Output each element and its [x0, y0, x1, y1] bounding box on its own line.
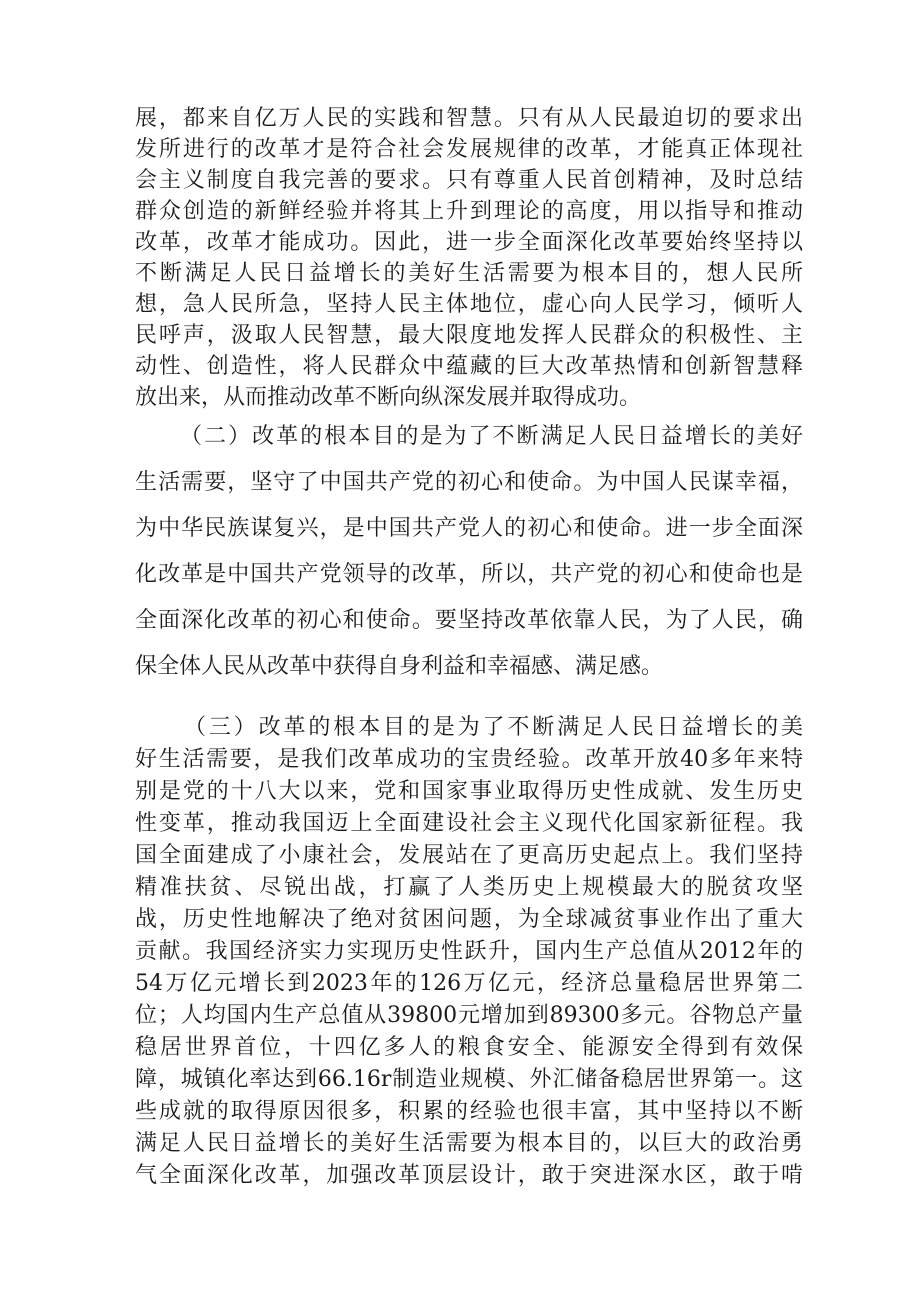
- text-line: 性变革，推动我国迈上全面建设社会主义现代化国家新征程。我: [135, 811, 803, 836]
- text-line: 位；人均国内生产总值从39800元增加到89300多元。谷物总产量: [135, 1003, 803, 1028]
- text-line: 好生活需要，是我们改革成功的宝贵经验。改革开放40多年来特: [135, 747, 803, 772]
- text-line: 不断满足人民日益增长的美好生活需要为根本目的，想人民所: [135, 261, 803, 286]
- text-line: 全面深化改革的初心和使命。要坚持改革依靠人民，为了人民，确: [135, 608, 803, 633]
- text-line: 满足人民日益增长的美好生活需要为根本目的，以巨大的政治勇: [135, 1131, 803, 1156]
- text-line: 为中华民族谋复兴，是中国共产党人的初心和使命。进一步全面深: [135, 516, 803, 541]
- text-line: 贡献。我国经济实力实现历史性跃升，国内生产总值从2012年的: [135, 939, 803, 964]
- text-line: 稳居世界首位，十四亿多人的粮食安全、能源安全得到有效保: [135, 1035, 803, 1060]
- text-line: （二）改革的根本目的是为了不断满足人民日益增长的美好: [180, 424, 803, 449]
- text-line: 改革，改革才能成功。因此，进一步全面深化改革要始终坚持以: [135, 230, 803, 255]
- text-line: 发所进行的改革才是符合社会发展规律的改革，才能真正体现社: [135, 137, 803, 162]
- text-line: 展，都来自亿万人民的实践和智慧。只有从人民最迫切的要求出: [135, 106, 803, 131]
- text-line: 战，历史性地解决了绝对贫困问题，为全球减贫事业作出了重大: [135, 907, 803, 932]
- text-line: 国全面建成了小康社会，发展站在了更高历史起点上。我们坚持: [135, 843, 803, 868]
- text-line: 障，城镇化率达到66.16r制造业规模、外汇储备稳居世界第一。这: [135, 1067, 803, 1092]
- text-line: 气全面深化改革，加强改革顶层设计，敢于突进深水区，敢于啃: [135, 1163, 803, 1188]
- text-line: （三）改革的根本目的是为了不断满足人民日益增长的美: [184, 715, 803, 740]
- text-line: 54万亿元增长到2023年的126万亿元，经济总量稳居世界第二: [135, 971, 803, 996]
- text-line: 别是党的十八大以来，党和国家事业取得历史性成就、发生历史: [135, 779, 803, 804]
- text-line: 群众创造的新鲜经验并将其上升到理论的高度，用以指导和推动: [135, 199, 803, 224]
- text-line: 会主义制度自我完善的要求。只有尊重人民首创精神，及时总结: [135, 168, 803, 193]
- text-line: 放出来，从而推动改革不断向纵深发展并取得成功。: [135, 385, 642, 410]
- text-line: 想，急人民所急，坚持人民主体地位，虚心向人民学习，倾听人: [135, 292, 803, 317]
- text-line: 精准扶贫、尽锐出战，打赢了人类历史上规模最大的脱贫攻坚: [135, 875, 803, 900]
- text-line: 化改革是中国共产党领导的改革，所以，共产党的初心和使命也是: [135, 562, 803, 587]
- text-line: 动性、创造性，将人民群众中蕴藏的巨大改革热情和创新智慧释: [135, 354, 803, 379]
- text-line: 民呼声，汲取人民智慧，最大限度地发挥人民群众的积极性、主: [135, 323, 803, 348]
- text-line: 生活需要，坚守了中国共产党的初心和使命。为中国人民谋幸福，: [135, 470, 803, 495]
- text-line: 些成就的取得原因很多，积累的经验也很丰富，其中坚持以不断: [135, 1099, 803, 1124]
- text-line: 保全体人民从改革中获得自身利益和幸福感、满足感。: [135, 654, 664, 679]
